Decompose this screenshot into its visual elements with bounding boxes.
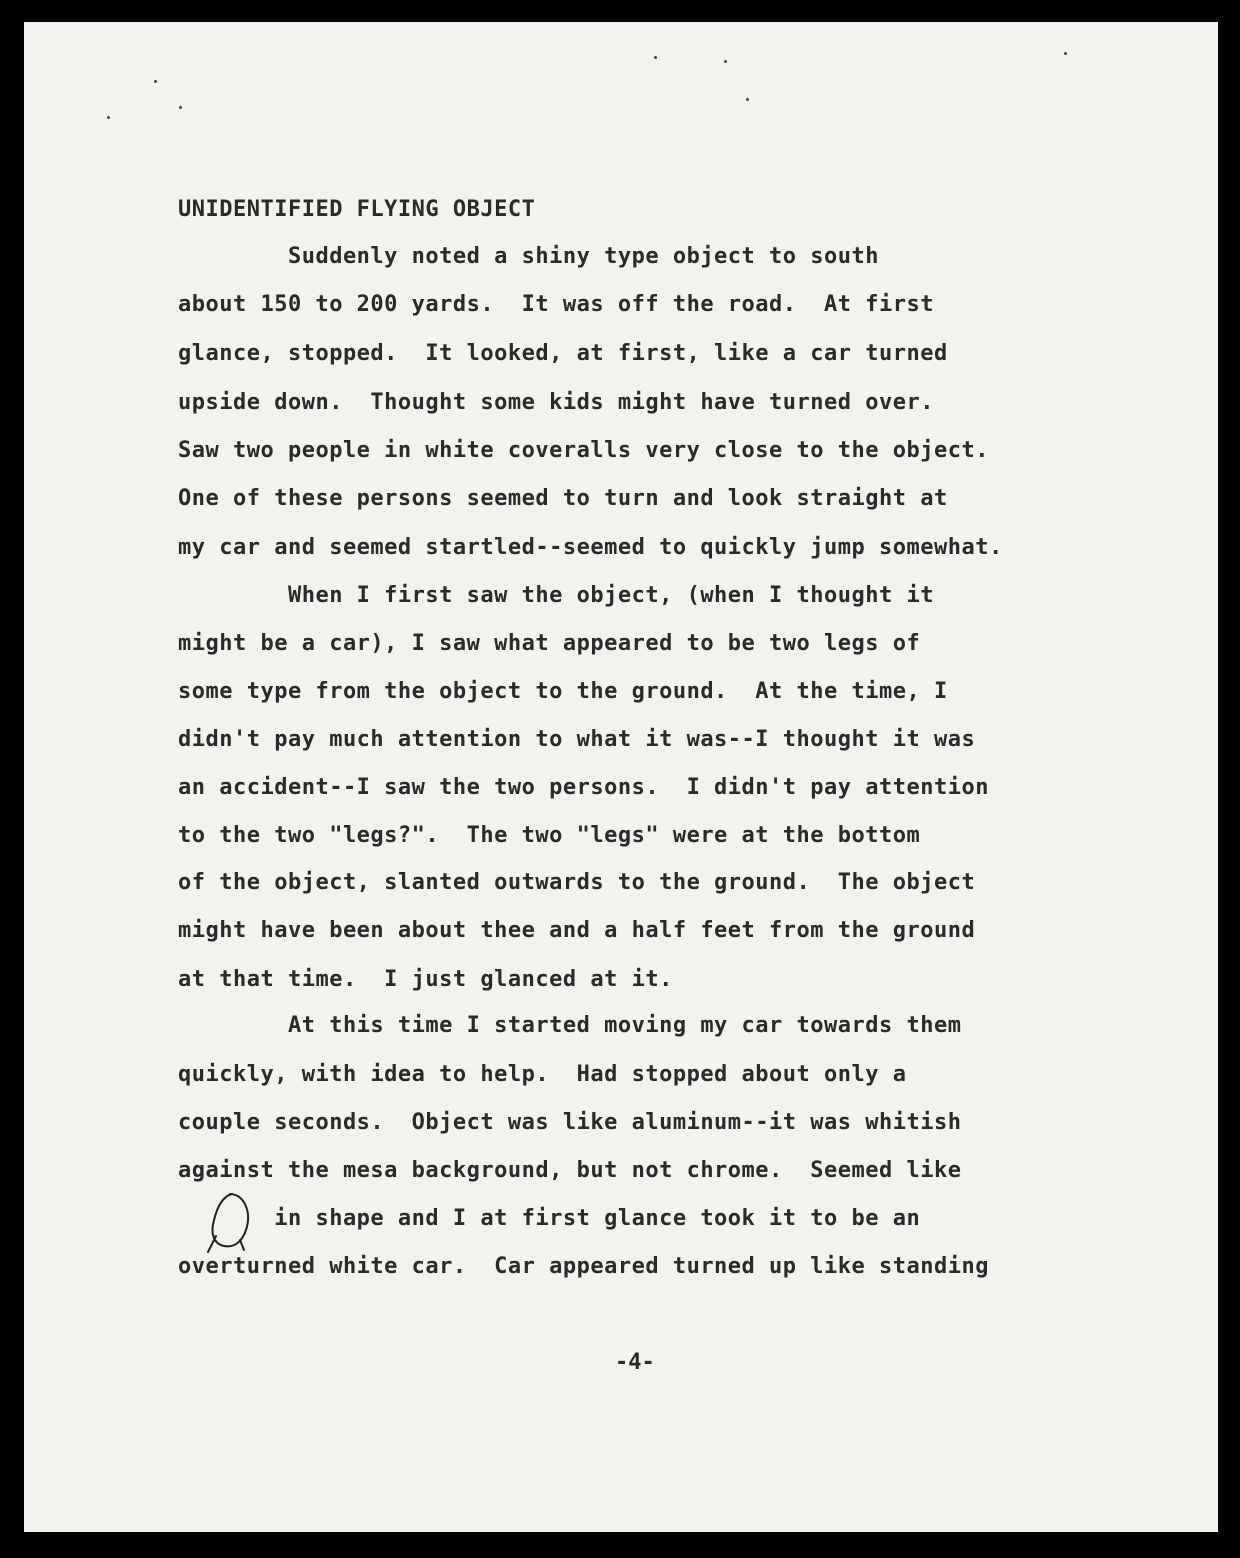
text-line: upside down. Thought some kids might have turned over. <box>178 390 934 415</box>
text-line: One of these persons seemed to turn and look straight at <box>178 486 948 511</box>
text-line: Saw two people in white coveralls very close to the object. <box>178 438 989 463</box>
text-line: Suddenly noted a shiny type object to south <box>178 244 880 269</box>
text-line: At this time I started moving my car towards them <box>178 1013 962 1038</box>
text-line: When I first saw the object, (when I thought it <box>178 583 934 608</box>
paper-speck <box>154 80 157 83</box>
text-line: in shape and I at first glance took it to be an <box>178 1206 921 1231</box>
text-line: couple seconds. Object was like aluminum--it was whitish <box>178 1110 962 1135</box>
text-line: glance, stopped. It looked, at first, like a car turned <box>178 341 948 366</box>
text-line: might have been about thee and a half feet from the ground <box>178 918 976 943</box>
paper-speck <box>724 60 727 63</box>
paper-speck <box>1064 52 1067 55</box>
text-line: about 150 to 200 yards. It was off the road. At first <box>178 292 934 317</box>
paper-speck <box>746 98 749 101</box>
text-line: overturned white car. Car appeared turned up like standing <box>178 1254 989 1279</box>
document-heading: UNIDENTIFIED FLYING OBJECT <box>178 197 536 222</box>
text-line: didn't pay much attention to what it was--I thought it was <box>178 727 976 752</box>
text-line: an accident--I saw the two persons. I didn't pay attention <box>178 775 989 800</box>
paper-speck <box>107 116 110 119</box>
text-line: some type from the object to the ground. At the time, I <box>178 679 948 704</box>
text-line: my car and seemed startled--seemed to quickly jump somewhat. <box>178 535 1003 560</box>
page-number: -4- <box>615 1350 655 1375</box>
text-line: at that time. I just glanced at it. <box>178 967 673 992</box>
oval-shape-sketch-icon <box>200 1190 258 1256</box>
text-line: to the two "legs?". The two "legs" were at the bottom <box>178 823 921 848</box>
paper-speck <box>654 56 657 59</box>
paper-speck <box>179 106 182 109</box>
text-line: might be a car), I saw what appeared to be two legs of <box>178 631 921 656</box>
text-line: of the object, slanted outwards to the ground. The object <box>178 870 976 895</box>
document-page <box>24 22 1218 1532</box>
text-line: quickly, with idea to help. Had stopped about only a <box>178 1062 907 1087</box>
text-line: against the mesa background, but not chrome. Seemed like <box>178 1158 962 1183</box>
